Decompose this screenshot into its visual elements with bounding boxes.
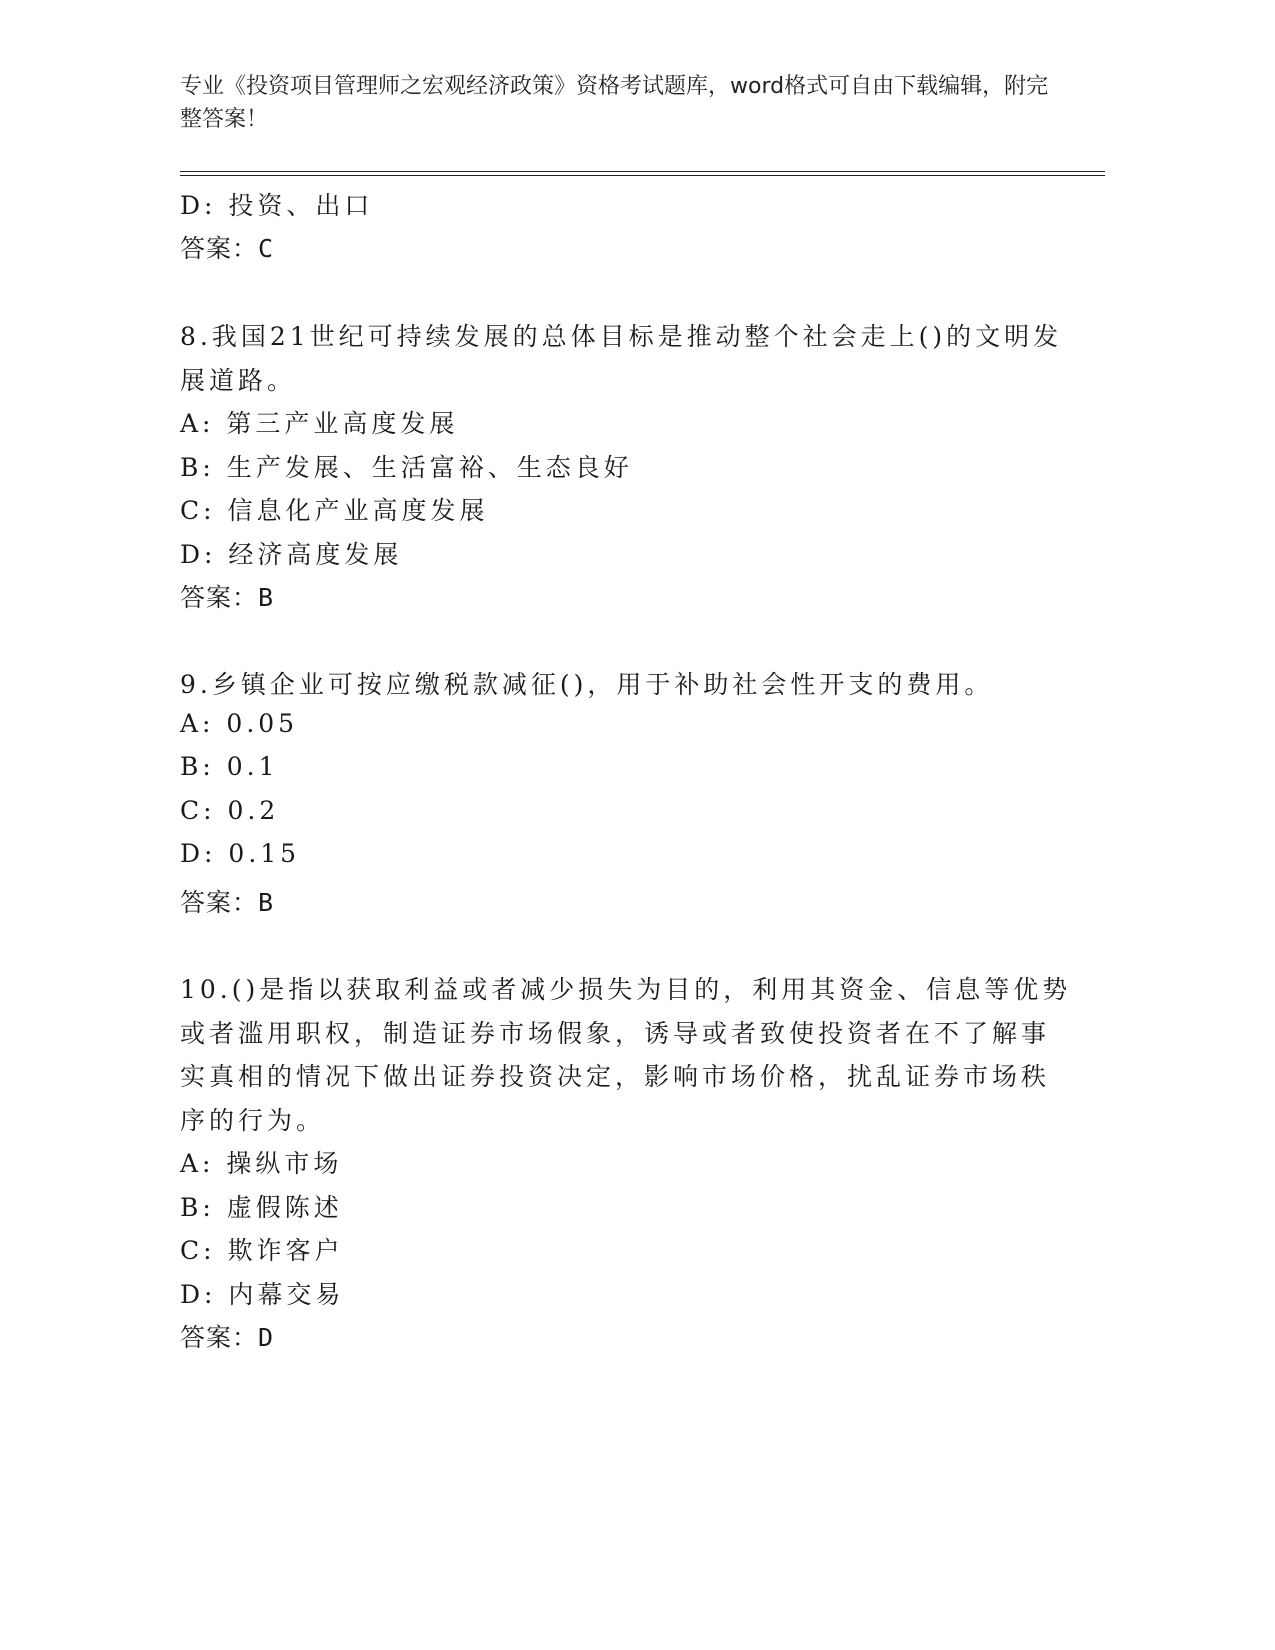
q10-answer [180,1318,274,1354]
q10-stem-line-3: 实真相的情况下做出证券投资决定，影响市场价格，扰乱证券市场秩 [180,1062,1051,1091]
q8-option-b: B: 生产发展、生活富裕、生态良好 [180,453,633,482]
q9-answer [180,883,274,919]
answer-label: 答案： [180,888,259,917]
q10-option-d: D: 内幕交易 [180,1280,345,1309]
answer-label: 答案： [180,234,259,263]
answer-key: C [258,234,275,263]
header-divider-top [180,171,1105,172]
q10-option-b: B: 虚假陈述 [180,1193,343,1222]
header-divider-bottom [180,175,1105,176]
q8-option-d: D: 经济高度发展 [180,540,403,569]
q9-stem-line-1: 9.乡镇企业可按应缴税款减征()，用于补助社会性开支的费用。 [180,670,994,699]
q8-answer [180,578,274,614]
q8-stem-line-2: 展道路。 [180,366,297,395]
q10-stem-line-1: 10.()是指以获取利益或者减少损失为目的，利用其资金、信息等优势 [180,975,1072,1004]
q10-stem-line-4: 序的行为。 [180,1106,326,1135]
q9-option-d: D: 0.15 [180,839,301,868]
q8-option-c: C: 信息化产业高度发展 [180,496,489,525]
q7-answer [180,229,274,265]
answer-key: D [258,1323,275,1352]
q9-option-b: B: 0.1 [180,752,279,781]
q9-option-c: C: 0.2 [180,796,280,825]
document-header: 专业《投资项目管理师之宏观经济政策》资格考试题库，word格式可自由下载编辑，附完整答案！ [180,74,1049,132]
answer-key: B [258,583,275,612]
answer-label: 答案： [180,1323,259,1352]
q10-option-c: C: 欺诈客户 [180,1236,344,1265]
answer-key: B [258,888,275,917]
q10-option-a: A: 操纵市场 [180,1149,343,1178]
q8-stem-line-1: 8.我国21世纪可持续发展的总体目标是推动整个社会走上()的文明发 [180,322,1063,351]
q9-option-a: A: 0.05 [180,709,299,738]
answer-label: 答案： [180,583,259,612]
q8-option-a: A: 第三产业高度发展 [180,409,459,438]
q7-option-d: D: 投资、出口 [180,191,374,220]
q10-stem-line-2: 或者滥用职权，制造证券市场假象，诱导或者致使投资者在不了解事 [180,1019,1051,1048]
